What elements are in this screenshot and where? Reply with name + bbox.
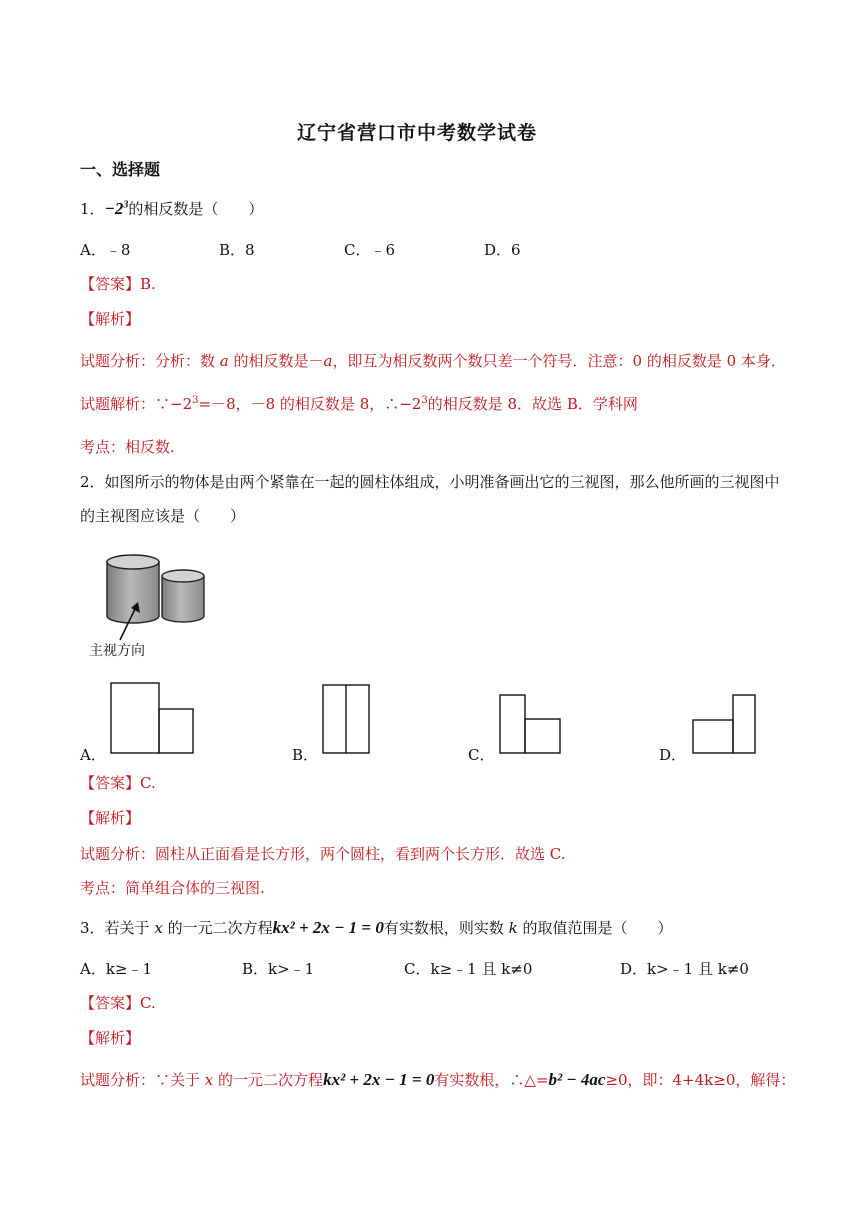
q1-option-a: A．﹣8: [80, 241, 131, 259]
q3-stem: 3．若关于 x 的一元二次方程kx² + 2x − 1 = 0有实数根，则实数 k 的取值范围是（ ）: [80, 918, 673, 937]
q2-answer: 【答案】C.: [80, 774, 156, 792]
q2-point: 考点：简单组合体的三视图.: [80, 879, 265, 897]
q1-analysis-label: 【解析】: [80, 310, 141, 328]
q2-analysis: 试题分析：圆柱从正面看是长方形，两个圆柱，看到两个长方形．故选 C.: [80, 845, 566, 863]
q3-analysis: 试题分析：∵关于 x 的一元二次方程kx² + 2x − 1 = 0有实数根，∴△=b² − 4ac≥0，即：4+4k≥0，解得：: [80, 1070, 796, 1089]
q1-analysis-line2: 试题解析：$\because-2^3=-8$，－8 的相反数是 8，$\therefore-2^3$的相反数是 8．故选 B．学科网: [80, 395, 638, 413]
q1-point: 考点：相反数.: [80, 438, 175, 456]
q2-option-d-figure: [692, 694, 758, 756]
q3-option-b: B．k>﹣1: [242, 960, 315, 978]
q2-option-d-label: D．: [659, 746, 687, 764]
q1-stem-text: 的相反数是（ ）: [128, 200, 264, 218]
q3-option-c: C．k≥﹣1 且 k≠0: [404, 960, 533, 978]
q2-option-a-figure: [110, 682, 196, 756]
q2-analysis-label: 【解析】: [80, 809, 141, 827]
q1-option-d: D．6: [484, 241, 521, 259]
q2-option-b-figure: [322, 684, 372, 756]
section-heading: 一、选择题: [80, 160, 161, 179]
q2-option-a-label: A．: [80, 746, 106, 764]
q3-equation: kx² + 2x − 1 = 0: [272, 918, 384, 937]
view-direction-label: 主视方向: [89, 643, 145, 659]
q3-option-a: A．k≥﹣1: [80, 960, 153, 978]
q1-option-c: C．﹣6: [344, 241, 396, 259]
q1-analysis-line1: 试题分析：分析：数 a 的相反数是－a，即互为相反数两个数只差一个符号．注意：0 的相反数是 0 本身．: [80, 352, 786, 370]
page-title: 辽宁省营口市中考数学试卷: [297, 122, 538, 144]
q1-stem: [80, 199, 263, 219]
q1-answer: 【答案】B.: [80, 275, 156, 293]
q3-option-d: D．k>﹣1 且 k≠0: [620, 960, 749, 978]
q1-option-b: B．8: [219, 241, 255, 259]
q2-stem-line1: 2．如图所示的物体是由两个紧靠在一起的圆柱体组成，小明准备画出它的三视图，那么他所画的三视图中: [80, 473, 780, 491]
q3-analysis-label: 【解析】: [80, 1029, 141, 1047]
q2-stem-line2: 的主视图应该是（ ）: [80, 507, 246, 525]
q2-option-b-label: B．: [292, 746, 319, 764]
q1-number: 1．: [80, 200, 105, 218]
q1-expression: $-2^3$: [104, 199, 129, 218]
q2-option-c-label: C．: [468, 746, 495, 764]
q2-option-c-figure: [499, 694, 563, 756]
q3-answer: 【答案】C.: [80, 994, 156, 1012]
